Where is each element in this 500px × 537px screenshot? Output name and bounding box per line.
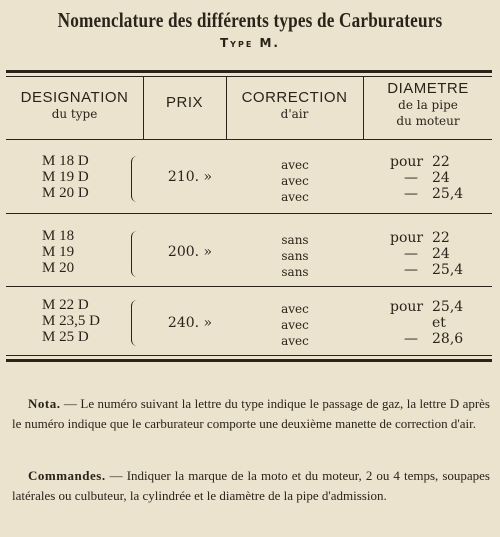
diameter-cell [390, 300, 480, 315]
diameter-prefix: pour [390, 230, 424, 246]
correction-cell: avec [281, 174, 309, 188]
page-subtitle: Type M. [220, 36, 280, 50]
group-divider-1 [6, 213, 492, 214]
type-cell: M 19 [42, 244, 75, 260]
group-brace [131, 156, 140, 202]
type-cell: M 22 D [42, 297, 89, 313]
diameter-prefix: — [404, 331, 418, 347]
correction-cell: sans [281, 249, 309, 263]
header-diametre-sub1: de la pipe [398, 98, 458, 112]
diameter-prefix: — [404, 170, 418, 186]
correction-cell: sans [281, 233, 309, 247]
correction-cell: avec [281, 334, 309, 348]
header-correction-label: CORRECTION [241, 89, 348, 106]
header-correction [226, 90, 363, 122]
diameter-prefix: pour [390, 299, 424, 315]
diameter-value: 24 [432, 246, 450, 262]
type-cell: M 23,5 D [42, 313, 100, 329]
diameter-cell [390, 332, 480, 347]
group-brace [131, 300, 140, 346]
diameter-cell [390, 155, 480, 170]
header-diametre-sub2: du moteur [396, 114, 460, 128]
diameter-cell [390, 187, 480, 202]
diameter-prefix: — [404, 262, 418, 278]
table-top-rule [6, 70, 492, 73]
header-prix [143, 95, 226, 111]
diameter-value: 22 [432, 154, 450, 170]
price-cell: 210. » [167, 169, 213, 185]
price-cell: 200. » [167, 244, 213, 260]
header-correction-sub: d'air [280, 107, 309, 121]
header-designation-label: DESIGNATION [20, 89, 129, 106]
correction-cell: avec [281, 318, 309, 332]
price-cell: 240. » [167, 315, 213, 331]
diameter-cell [390, 171, 480, 186]
header-diametre-label: DIAMETRE [387, 80, 469, 97]
nota-paragraph [12, 394, 490, 434]
nota-text: — Le numéro suivant la lettre du type indique le passage de gaz, la lettre D après le numéro indique que le carburateur comporte une deuxième manette de correction d'air. [12, 396, 490, 431]
diameter-cell [390, 263, 480, 278]
diameter-value: 22 [432, 230, 450, 246]
type-cell: M 18 D [42, 153, 89, 169]
correction-cell: avec [281, 190, 309, 204]
commandes-paragraph [12, 466, 490, 506]
correction-cell: avec [281, 302, 309, 316]
type-cell: M 19 D [42, 169, 89, 185]
correction-cell: sans [281, 265, 309, 279]
table-top-rule-thin [6, 76, 492, 77]
diameter-value: 24 [432, 170, 450, 186]
table-bottom-rule-thick [6, 359, 492, 362]
correction-cell: avec [281, 158, 309, 172]
diameter-cell [390, 247, 480, 262]
type-cell: M 18 [42, 228, 75, 244]
diameter-value: 25,4 [432, 262, 464, 278]
nota-label: Nota. [28, 396, 61, 411]
diameter-prefix: pour [390, 154, 424, 170]
group-brace [131, 231, 140, 277]
type-cell: M 25 D [42, 329, 89, 345]
diameter-prefix: — [404, 186, 418, 202]
header-designation-sub: du type [51, 107, 98, 121]
header-designation [6, 90, 143, 122]
diameter-value: et [432, 315, 446, 331]
type-cell: M 20 D [42, 185, 89, 201]
header-diametre [363, 81, 493, 129]
page-title: Nomenclature des différents types de Carburateurs [57, 8, 443, 32]
diameter-cell [390, 316, 480, 331]
diameter-prefix: — [404, 246, 418, 262]
header-bottom-rule [6, 139, 492, 140]
diameter-value: 28,6 [432, 331, 464, 347]
commandes-text: — Indiquer la marque de la moto et du moteur, 2 ou 4 temps, soupapes latérales ou culbuteur, la cylindrée et le diamètre de la pipe d'admission. [12, 468, 490, 503]
group-divider-2 [6, 286, 492, 287]
diameter-value: 25,4 [432, 186, 464, 202]
table-bottom-rule [6, 355, 492, 356]
diameter-cell [390, 231, 480, 246]
type-cell: M 20 [42, 260, 75, 276]
diameter-value: 25,4 [432, 299, 464, 315]
commandes-label: Commandes. [28, 468, 106, 483]
header-prix-label: PRIX [165, 94, 203, 111]
